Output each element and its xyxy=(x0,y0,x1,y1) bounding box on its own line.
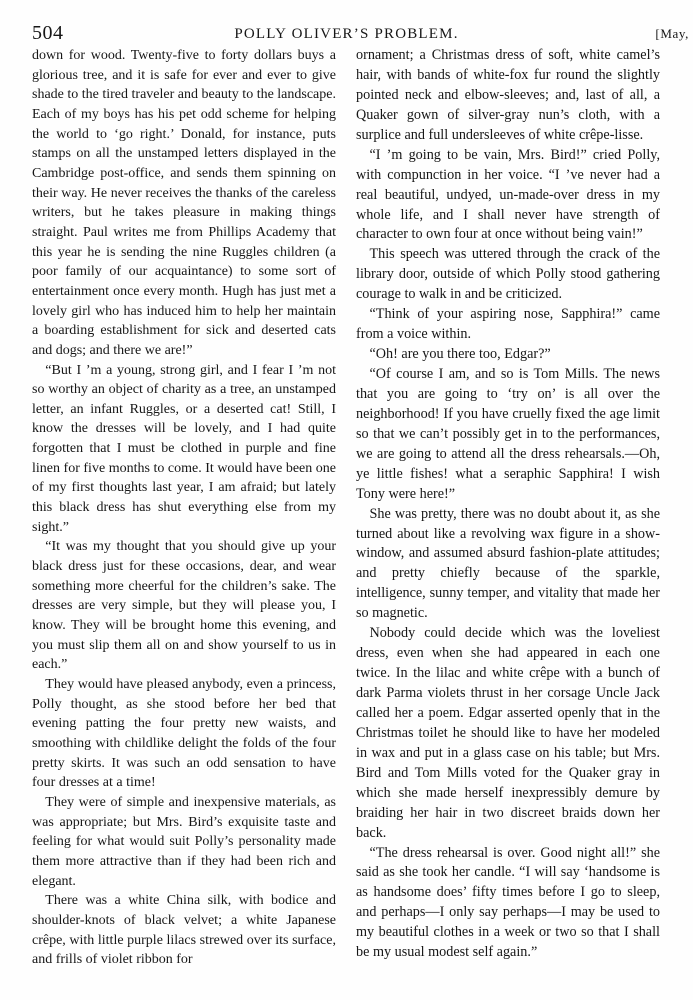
paragraph: They were of simple and inexpensive materials, as was appropriate; but Mrs. Bird’s exquisite taste and feeling for what would suit Polly’s personality made them more attractive than if they had been rich and elegant. xyxy=(32,794,336,889)
running-month: [May, xyxy=(655,26,689,41)
paragraph: “But I ’m a young, strong girl, and I fear I ’m not so worthy an object of charity as a tree, an unstamped letter, an infant Ruggles, or a deserted cat! Still, I know the dresses will be lovely, and I had quite forgotten that I must be clothed in purple and fine linen for five months to come. It would have been one of my first thoughts last year, I am afraid; but lately this black dress has shut everything else from my sight.” xyxy=(32,362,336,535)
right-column xyxy=(356,46,660,963)
paragraph: “Of course I am, and so is Tom Mills. The news that you are going to ‘try on’ is all over the neighborhood! If you have cruelly fixed the age limit so that we can’t possibly get in to the performances, we are going to attend all the dress rehearsals.—Oh, ye little fishes! what a seraphic Sapphira! I wish Tony were here!” xyxy=(356,366,660,502)
paragraph: This speech was uttered through the crack of the library door, outside of which Polly stood gathering courage to walk in and be criticized. xyxy=(356,246,660,303)
paragraph: “Oh! are you there too, Edgar?” xyxy=(369,346,551,363)
paragraph: “It was my thought that you should give up your black dress just for these occasions, dear, and wear something more cheerful for the children’s sake. The dresses are very simple, but they will please you, I know. They will be brought home this evening, and you must slip them all on and show yourself to us in each.” xyxy=(32,539,336,673)
running-title: POLLY OLIVER’S PROBLEM. xyxy=(234,26,459,42)
page-number: 504 xyxy=(32,22,64,44)
paragraph: “I ’m going to be vain, Mrs. Bird!” cried Polly, with compunction in her voice. “I ’ve never had a real beautiful, undyed, un-made-over dress in my whole life, and I shall never have strength of character to own four at once without being vain!” xyxy=(356,146,660,243)
paragraph: down for wood. Twenty-five to forty dollars buys a glorious tree, and it is safe for ever and ever to give shade to the tired traveler and beauty to the landscape. Each of my boys has his pet odd scheme for helping the world to ‘go right.’ Donald, for instance, puts stamps on all the unstamped letters displayed in the Cambridge post-office, and sends them spinning on their way. He never receives the thanks of the careless writers, but he takes pleasure in making things straight. Paul writes me from Phillips Academy that this year he is sending the nine Ruggles children (a poor family of our acquaintance) to some sort of entertainment once every month. Hugh has just met a lovely girl who has induced him to help her maintain a boarding establishment for sick and deserted cats and dogs; and there we are!” xyxy=(32,48,336,358)
paragraph: ornament; a Christmas dress of soft, white camel’s hair, with bands of white-fox fur round the slightly pointed neck and elbow-sleeves; and, last of all, a Quaker gown of silver-gray nun’s cloth, with a surplice and full undersleeves of white crêpe-lisse. xyxy=(356,47,660,143)
paragraph: “The dress rehearsal is over. Good night all!” she said as she took her candle. “I will say ‘handsome is as handsome does’ fifty times before I go to sleep, and perhaps—I only say perhaps—I may be used to my beautiful clothes in a week or two so that I shall be my usual modest self again.” xyxy=(356,844,660,961)
paragraph: There was a white China silk, with bodice and shoulder-knots of black velvet; a white Japanese crêpe, with little purple lilacs strewed over its surface, and frills of violet ribbon for xyxy=(32,893,336,968)
paragraph: They would have pleased anybody, even a princess, Polly thought, as she stood before her bed that evening patting the four pretty new waists, and smoothing with childlike delight the folds of the four pretty skirts. It was such an odd sensation to have four dresses at a time! xyxy=(32,677,336,791)
paragraph: She was pretty, there was no doubt about it, as she turned about like a revolving wax figure in a show-window, and assumed absurd fashion-plate attitudes; and pretty chiefly because of the sparkle, intelligence, sunny temper, and vitality that made her so magnetic. xyxy=(356,505,660,622)
paragraph: “Think of your aspiring nose, Sapphira!” came from a voice within. xyxy=(356,306,660,343)
left-column xyxy=(32,46,336,970)
paragraph: Nobody could decide which was the loveliest dress, even when she had appeared in each one twice. In the lilac and white crêpe with a bunch of dark Parma violets thrust in her corsage Uncle Jack called her a poem. Edgar asserted openly that in the Christmas toilet he should like to have her modeled in wax and put in a glass case on his table; but Mrs. Bird and Tom Mills voted for the Quaker gray in which she made herself inexpressibly demure by braiding her hair in two discreet braids down her back. xyxy=(356,625,660,841)
